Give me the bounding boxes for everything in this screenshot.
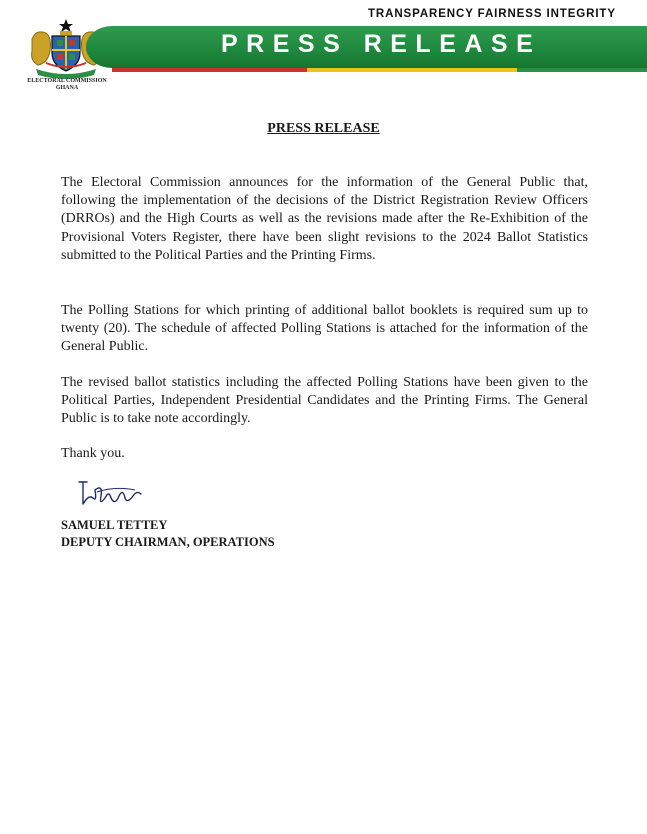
stripe-red — [112, 68, 307, 72]
paragraph-revisions: The Electoral Commission announces for the information of the General Public that, following the implementation of the decisions of the District Registration Review Officers (DRROs) and the High Courts as well as the revisions made after the Re-Exhibition of the Provisional Voters Register, there have been slight revisions to the 2024 Ballot Statistics submitted to the Political Parties and the Printing Firms. — [61, 175, 588, 263]
banner-title: PRESS RELEASE — [221, 30, 542, 58]
signatory-title: DEPUTY CHAIRMAN, OPERATIONS — [61, 535, 275, 549]
logo-caption — [19, 78, 115, 91]
document-title: PRESS RELEASE — [267, 121, 380, 136]
letterhead — [0, 0, 647, 95]
stripe-green — [517, 68, 647, 72]
paragraph-revised-statistics: The revised ballot statistics including the affected Polling Stations have been given to the Political Parties, Independent Presidential Candidates and the Printing Firms. The General Public is to take note accordingly. — [61, 375, 588, 427]
tagline: TRANSPARENCY FAIRNESS INTEGRITY — [368, 8, 616, 20]
flag-color-stripes — [112, 68, 647, 73]
signature — [75, 476, 147, 510]
signatory-name: SAMUEL TETTEY — [61, 518, 168, 532]
logo-caption-line1: ELECTORAL COMMISSION — [27, 78, 107, 84]
stripe-gold — [307, 68, 517, 72]
signatory-block — [61, 517, 275, 551]
closing-text: Thank you. — [61, 446, 125, 461]
press-release-banner — [86, 26, 647, 68]
logo-caption-line2: GHANA — [55, 84, 79, 91]
paragraph-polling-stations: The Polling Stations for which printing of additional ballot booklets is required sum up to twenty (20). The schedule of affected Polling Stations is attached for the information of the General Public. — [61, 303, 588, 355]
